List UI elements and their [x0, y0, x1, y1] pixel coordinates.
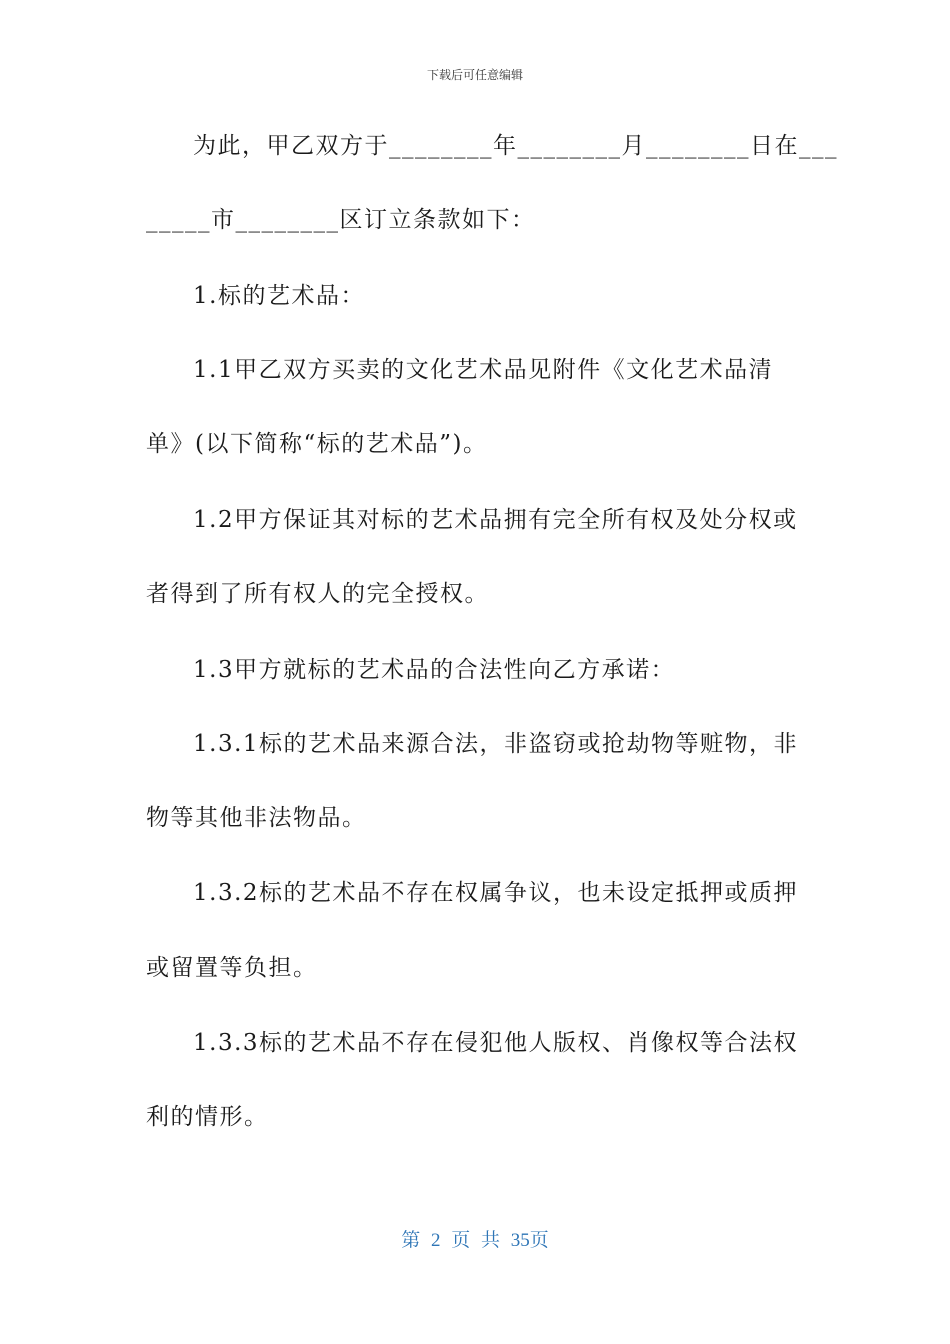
page-header: 下载后可任意编辑 [426, 68, 523, 82]
paragraph-line: 物等其他非法物品。 [146, 805, 367, 831]
paragraph-line: 1.3.3标的艺术品不存在侵犯他人版权、肖像权等合法权 [193, 1030, 799, 1056]
paragraph-line: 1.3甲方就标的艺术品的合法性向乙方承诺： [193, 657, 676, 683]
paragraph-line: 为此，甲乙双方于________年________月________日在___ [193, 133, 838, 159]
paragraph-line: 1.2甲方保证其对标的艺术品拥有完全所有权及处分权或 [193, 507, 798, 533]
paragraph-line: 利的情形。 [146, 1104, 269, 1130]
page-number-footer: 第 2 页 共 35页 [401, 1230, 549, 1251]
paragraph-line: 或留置等负担。 [146, 955, 318, 981]
section-heading: 1.标的艺术品： [193, 283, 365, 309]
paragraph-line: 单》(以下简称“标的艺术品”)。 [146, 431, 488, 457]
paragraph-line: 者得到了所有权人的完全授权。 [146, 581, 489, 607]
paragraph-line: 1.3.1标的艺术品来源合法，非盗窃或抢劫物等赃物，非 [193, 731, 799, 757]
paragraph-line: _____市________区订立条款如下： [146, 207, 536, 233]
paragraph-line: 1.1甲乙双方买卖的文化艺术品见附件《文化艺术品清 [193, 357, 774, 383]
paragraph-line: 1.3.2标的艺术品不存在权属争议，也未设定抵押或质押 [193, 880, 799, 906]
